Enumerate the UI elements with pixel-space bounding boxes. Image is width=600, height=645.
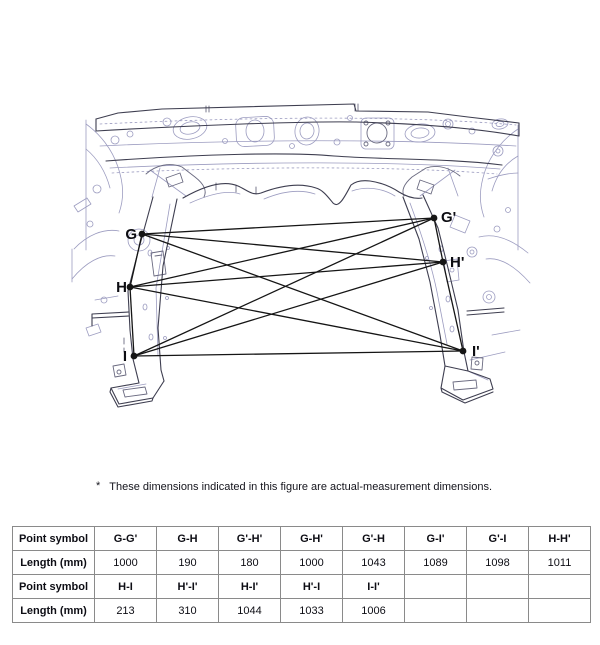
- table-row-2: [13, 551, 591, 575]
- length-value-cell: 1033: [281, 599, 343, 623]
- point-symbol-cell: G'-I: [467, 527, 529, 551]
- row-label-cell: Length (mm): [13, 599, 95, 623]
- measure-line-G-G': [142, 218, 434, 234]
- length-value-cell: 1000: [95, 551, 157, 575]
- point-symbol-cell: I-I': [343, 575, 405, 599]
- point-dot-G': [431, 215, 438, 222]
- length-value-cell: 190: [157, 551, 219, 575]
- point-dot-H: [127, 284, 134, 291]
- length-value-cell: 180: [219, 551, 281, 575]
- point-symbol-cell: G'-H: [343, 527, 405, 551]
- length-value-cell: 1000: [281, 551, 343, 575]
- length-value-cell: 1011: [529, 551, 591, 575]
- point-dot-H': [440, 259, 447, 266]
- length-value-cell: 213: [95, 599, 157, 623]
- point-label-I: I: [122, 348, 127, 365]
- measure-line-G-H': [142, 234, 443, 262]
- length-value-cell: 1089: [405, 551, 467, 575]
- length-value-cell: 1098: [467, 551, 529, 575]
- point-symbol-cell: G'-H': [219, 527, 281, 551]
- asterisk-marker: *: [96, 480, 101, 492]
- point-symbol-cell: [467, 575, 529, 599]
- length-value-cell: 1006: [343, 599, 405, 623]
- row-label-cell: Length (mm): [13, 551, 95, 575]
- length-value-cell: [405, 599, 467, 623]
- length-value-cell: [529, 599, 591, 623]
- table-row-1: [13, 527, 591, 551]
- footnote-text: These dimensions indicated in this figure are actual-measurement dimensions.: [109, 481, 493, 493]
- figure-footnote: [96, 481, 492, 493]
- measure-line-H-H': [130, 262, 443, 287]
- point-label-H': H': [450, 254, 465, 271]
- point-symbol-cell: H'-I: [281, 575, 343, 599]
- point-label-G: G: [125, 226, 137, 243]
- point-symbol-cell: G-G': [95, 527, 157, 551]
- point-symbol-cell: H'-I': [157, 575, 219, 599]
- point-symbol-cell: H-I: [95, 575, 157, 599]
- dimension-table: [12, 526, 591, 623]
- point-label-H: H: [116, 279, 127, 296]
- length-value-cell: 1044: [219, 599, 281, 623]
- length-value-cell: 310: [157, 599, 219, 623]
- point-symbol-cell: H-H': [529, 527, 591, 551]
- row-label-cell: Point symbol: [13, 527, 95, 551]
- length-value-cell: [467, 599, 529, 623]
- point-dot-I': [460, 348, 467, 355]
- point-label-G': G': [441, 209, 457, 226]
- point-symbol-cell: G-H: [157, 527, 219, 551]
- measure-line-I-I': [134, 351, 463, 356]
- point-symbol-cell: G-I': [405, 527, 467, 551]
- table-row-4: [13, 599, 591, 623]
- point-label-I': I': [472, 343, 480, 360]
- length-value-cell: 1043: [343, 551, 405, 575]
- measurement-lines-layer: [130, 218, 463, 356]
- point-symbol-cell: [529, 575, 591, 599]
- point-symbol-cell: H-I': [219, 575, 281, 599]
- measure-line-G-I': [142, 234, 463, 351]
- measure-line-G'-H: [130, 218, 434, 287]
- table-row-3: [13, 575, 591, 599]
- point-symbol-cell: [405, 575, 467, 599]
- measure-line-G'-I: [134, 218, 434, 356]
- row-label-cell: Point symbol: [13, 575, 95, 599]
- point-dot-I: [131, 353, 138, 360]
- point-dot-G: [139, 231, 146, 238]
- point-symbol-cell: G-H': [281, 527, 343, 551]
